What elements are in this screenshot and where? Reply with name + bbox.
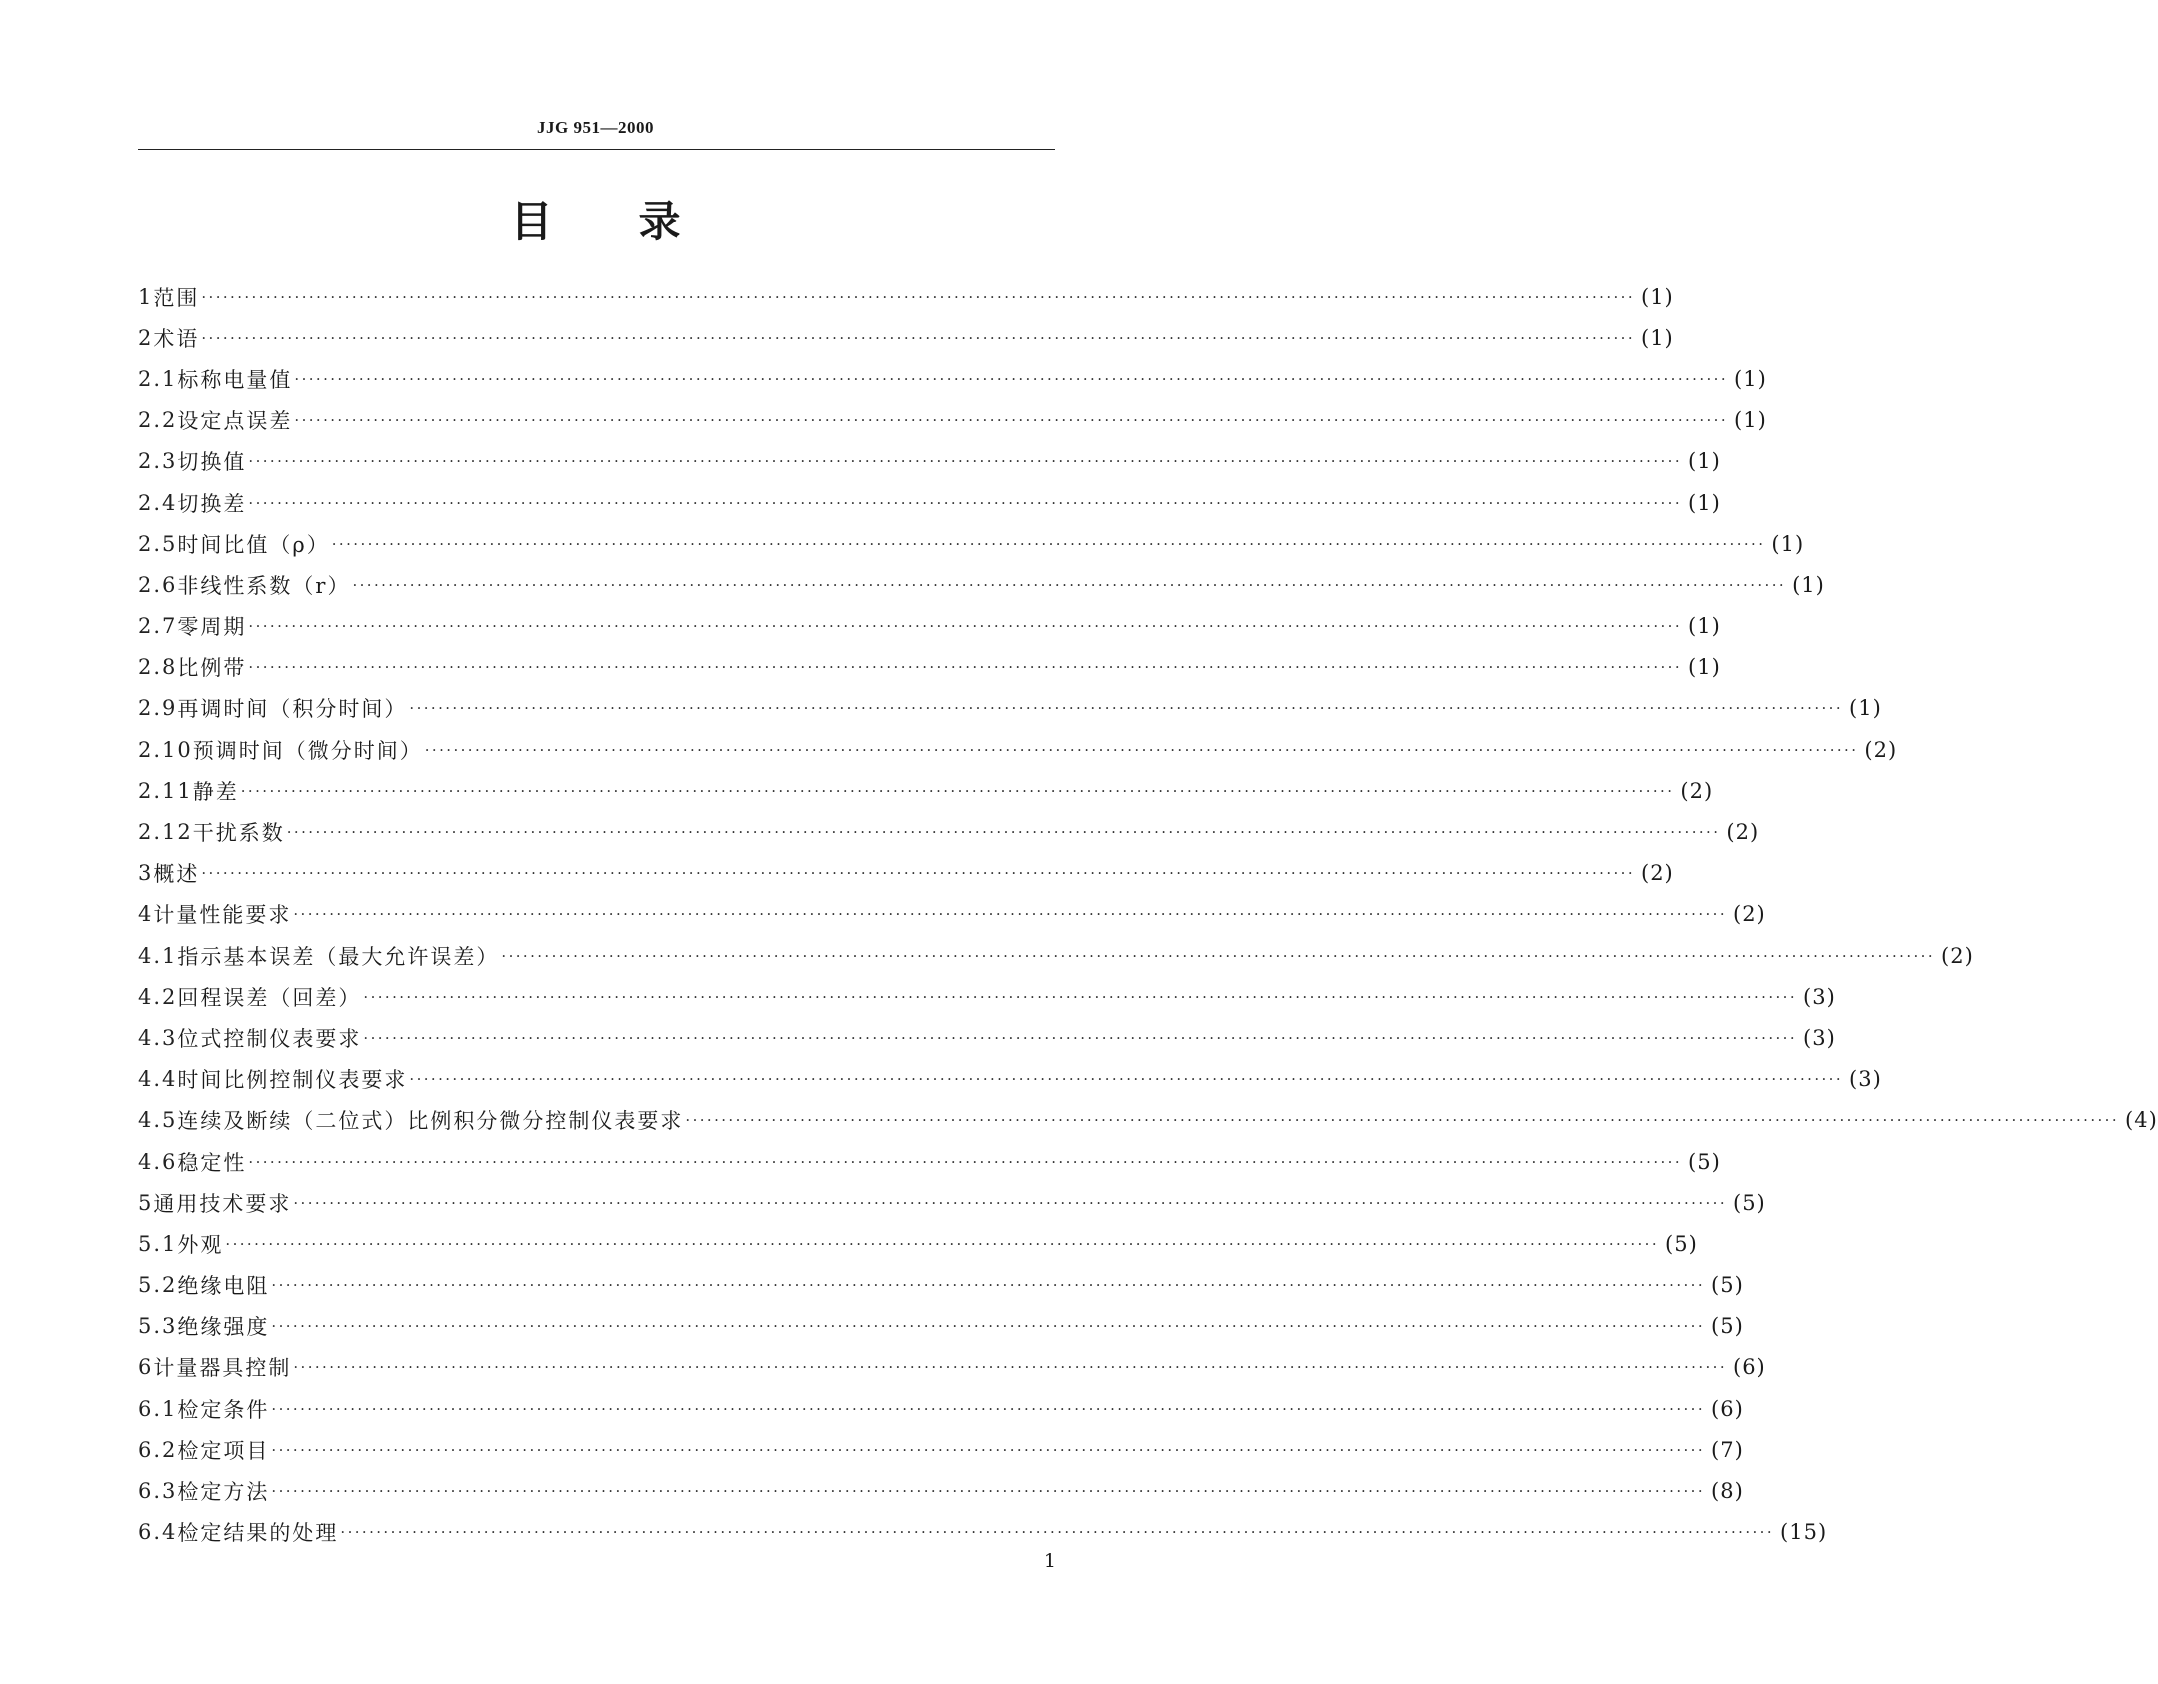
- toc-entry-page: (3): [1849, 1067, 1882, 1092]
- toc-dot-leader: ········································································································································································································: [294, 411, 1729, 430]
- toc-dot-leader: ········································································································································································································: [248, 493, 1683, 512]
- toc-dot-leader: ········································································································································································································: [271, 1440, 1706, 1459]
- toc-entry-number: 2: [138, 325, 154, 350]
- toc-entry-title: 概述: [153, 862, 200, 887]
- toc-entry-page: (5): [1733, 1190, 1766, 1215]
- toc-entry-page: (6): [1711, 1396, 1744, 1421]
- toc-entry-title: 术语: [153, 326, 200, 351]
- toc-entry[interactable]: [138, 729, 1898, 770]
- toc-entry[interactable]: [138, 811, 1760, 852]
- toc-dot-leader: ········································································································································································································: [271, 1399, 1706, 1418]
- toc-entry-page: (1): [1688, 614, 1721, 639]
- toc-entry-number: 2.9: [138, 696, 178, 721]
- toc-entry[interactable]: [138, 400, 1767, 441]
- toc-entry[interactable]: [138, 358, 1767, 399]
- header-divider: [138, 149, 1055, 150]
- toc-dot-leader: ········································································································································································································: [294, 369, 1729, 388]
- toc-entry-number: 2.10: [138, 737, 193, 762]
- toc-entry-page: (3): [1803, 1025, 1836, 1050]
- toc-entry[interactable]: [138, 606, 1721, 647]
- toc-entry[interactable]: [138, 1470, 1744, 1511]
- toc-dot-leader: ········································································································································································································: [271, 1276, 1706, 1295]
- toc-entry-title: 预调时间（微分时间）: [192, 738, 423, 763]
- page-title: 目录: [510, 197, 767, 246]
- toc-entry-title: 指示基本误差（最大允许误差）: [177, 944, 500, 969]
- toc-dot-leader: ········································································································································································································: [363, 987, 1798, 1006]
- toc-entry-title: 检定项目: [177, 1438, 270, 1463]
- toc-dot-leader: ········································································································································································································: [293, 1193, 1727, 1212]
- toc-entry-number: 2.8: [138, 655, 178, 680]
- toc-dot-leader: ········································································································································································································: [409, 1070, 1844, 1089]
- toc-dot-leader: ········································································································································································································: [340, 1523, 1775, 1542]
- toc-entry-page: (5): [1711, 1273, 1744, 1298]
- toc-entry-number: 4.5: [138, 1108, 178, 1133]
- toc-entry-title: 设定点误差: [177, 409, 293, 434]
- toc-entry-page: (1): [1688, 490, 1721, 515]
- toc-entry-page: (6): [1733, 1355, 1766, 1380]
- toc-entry-title: 切换差: [177, 491, 247, 516]
- toc-entry-page: (2): [1680, 778, 1714, 803]
- toc-entry-title: 零周期: [177, 615, 247, 640]
- toc-entry[interactable]: [138, 482, 1721, 523]
- toc-entry-title: 非线性系数（r）: [177, 573, 351, 598]
- toc-entry[interactable]: [138, 1347, 1766, 1388]
- toc-entry-number: 4: [138, 902, 154, 927]
- toc-entry[interactable]: [138, 1306, 1744, 1347]
- toc-entry[interactable]: [138, 1182, 1766, 1223]
- toc-entry-page: (1): [1688, 655, 1721, 680]
- toc-entry-page: (5): [1665, 1231, 1698, 1256]
- toc-dot-leader: ········································································································································································································: [248, 658, 1683, 677]
- toc-entry[interactable]: [138, 276, 1674, 317]
- table-of-contents: [138, 276, 2158, 1553]
- toc-dot-leader: ········································································································································································································: [286, 823, 1721, 842]
- toc-dot-leader: ········································································································································································································: [225, 1234, 1660, 1253]
- toc-entry[interactable]: [138, 523, 1805, 564]
- toc-entry-number: 5.2: [138, 1273, 178, 1298]
- toc-dot-leader: ········································································································································································································: [248, 452, 1683, 471]
- toc-entry-page: (4): [2125, 1108, 2158, 1133]
- toc-entry-page: (7): [1711, 1437, 1744, 1462]
- toc-entry-number: 6: [138, 1355, 154, 1380]
- toc-entry-title: 检定结果的处理: [177, 1521, 339, 1546]
- toc-entry-title: 绝缘电阻: [177, 1274, 270, 1299]
- toc-entry-number: 2.5: [138, 531, 178, 556]
- toc-entry-page: (1): [1792, 572, 1825, 597]
- toc-dot-leader: ········································································································································································································: [293, 1358, 1727, 1377]
- toc-entry-number: 2.11: [138, 778, 193, 803]
- toc-entry-title: 回程误差（回差）: [177, 985, 362, 1010]
- toc-entry-page: (3): [1803, 984, 1836, 1009]
- toc-entry-title: 外观: [177, 1232, 224, 1257]
- toc-entry-number: 2.12: [138, 820, 193, 845]
- toc-entry-number: 6.1: [138, 1396, 178, 1421]
- toc-entry-number: 6.2: [138, 1437, 178, 1462]
- toc-dot-leader: ········································································································································································································: [685, 1111, 2120, 1130]
- toc-entry-title: 绝缘强度: [177, 1315, 270, 1340]
- toc-entry-number: 6.4: [138, 1520, 178, 1545]
- toc-entry-title: 位式控制仪表要求: [177, 1026, 362, 1051]
- toc-entry-title: 干扰系数: [192, 821, 285, 846]
- toc-entry[interactable]: [138, 1141, 1721, 1182]
- toc-dot-leader: ········································································································································································································: [240, 781, 1675, 800]
- toc-entry-number: 2.1: [138, 366, 178, 391]
- toc-entry-page: (8): [1711, 1479, 1744, 1504]
- toc-entry[interactable]: [138, 1512, 1828, 1553]
- toc-entry-number: 4.1: [138, 943, 178, 968]
- toc-dot-leader: ········································································································································································································: [271, 1482, 1706, 1501]
- toc-entry-page: (1): [1688, 449, 1721, 474]
- toc-entry-page: (1): [1771, 531, 1805, 556]
- toc-entry-number: 5.3: [138, 1314, 178, 1339]
- toc-entry-number: 2.2: [138, 408, 178, 433]
- toc-entry[interactable]: [138, 1265, 1744, 1306]
- toc-dot-leader: ········································································································································································································: [201, 864, 1635, 883]
- toc-entry-page: (2): [1733, 902, 1766, 927]
- toc-entry[interactable]: [138, 647, 1721, 688]
- toc-entry-page: (2): [1941, 943, 1974, 968]
- toc-entry-title: 时间比值（ρ）: [177, 532, 330, 557]
- toc-dot-leader: ········································································································································································································: [293, 905, 1727, 924]
- toc-dot-leader: ········································································································································································································: [271, 1317, 1706, 1336]
- toc-entry-page: (1): [1734, 366, 1767, 391]
- toc-entry-page: (1): [1849, 696, 1882, 721]
- toc-entry-title: 范围: [153, 285, 200, 310]
- toc-entry-number: 2.3: [138, 449, 178, 474]
- toc-entry-title: 检定条件: [177, 1397, 270, 1422]
- toc-entry[interactable]: [138, 441, 1721, 482]
- toc-entry-number: 2.4: [138, 490, 178, 515]
- toc-entry-title: 连续及断续（二位式）比例积分微分控制仪表要求: [177, 1109, 684, 1134]
- toc-entry[interactable]: [138, 1223, 1698, 1264]
- toc-entry-page: (5): [1711, 1314, 1744, 1339]
- toc-entry-number: 4.6: [138, 1149, 178, 1174]
- toc-dot-leader: ········································································································································································································: [352, 575, 1787, 594]
- toc-entry[interactable]: [138, 688, 1882, 729]
- toc-entry[interactable]: [138, 564, 1825, 605]
- toc-entry-page: (1): [1641, 325, 1674, 350]
- toc-dot-leader: ········································································································································································································: [363, 1028, 1798, 1047]
- toc-entry[interactable]: [138, 1429, 1744, 1470]
- toc-dot-leader: ········································································································································································································: [201, 287, 1635, 306]
- toc-entry-number: 4.4: [138, 1067, 178, 1092]
- toc-dot-leader: ········································································································································································································: [424, 740, 1859, 759]
- toc-entry-title: 计量器具控制: [153, 1356, 292, 1381]
- toc-entry-number: 2.6: [138, 572, 178, 597]
- toc-entry[interactable]: [138, 894, 1766, 935]
- toc-entry[interactable]: [138, 1017, 1836, 1058]
- toc-entry[interactable]: [138, 770, 1714, 811]
- toc-entry-number: 5.1: [138, 1231, 178, 1256]
- toc-entry[interactable]: [138, 317, 1674, 358]
- toc-entry-title: 切换值: [177, 450, 247, 475]
- toc-dot-leader: ········································································································································································································: [331, 534, 1766, 553]
- toc-entry-page: (2): [1726, 820, 1760, 845]
- toc-entry-title: 标称电量值: [177, 367, 293, 392]
- toc-dot-leader: ········································································································································································································: [201, 328, 1635, 347]
- toc-entry-title: 稳定性: [177, 1150, 247, 1175]
- page-number: 1: [1043, 1550, 1056, 1572]
- toc-entry-title: 再调时间（积分时间）: [177, 697, 408, 722]
- toc-entry-page: (5): [1688, 1149, 1721, 1174]
- toc-dot-leader: ········································································································································································································: [409, 699, 1844, 718]
- toc-entry-page: (1): [1641, 284, 1674, 309]
- toc-entry-page: (2): [1641, 861, 1674, 886]
- toc-entry-number: 4.3: [138, 1025, 178, 1050]
- toc-entry-number: 3: [138, 861, 154, 886]
- toc-dot-leader: ········································································································································································································: [248, 1152, 1683, 1171]
- toc-entry-title: 比例带: [177, 656, 247, 681]
- document-code: JJG 951—2000: [537, 118, 654, 137]
- toc-entry-title: 时间比例控制仪表要求: [177, 1068, 408, 1093]
- toc-entry-page: (2): [1864, 737, 1898, 762]
- toc-entry-number: 4.2: [138, 984, 178, 1009]
- toc-entry[interactable]: [138, 1059, 1882, 1100]
- toc-entry-number: 6.3: [138, 1479, 178, 1504]
- toc-entry[interactable]: [138, 1100, 2158, 1141]
- toc-entry-page: (15): [1780, 1520, 1828, 1545]
- toc-entry[interactable]: [138, 976, 1836, 1017]
- toc-entry[interactable]: [138, 935, 1974, 976]
- toc-dot-leader: ········································································································································································································: [248, 617, 1683, 636]
- toc-entry-title: 静差: [192, 779, 239, 804]
- toc-entry-title: 计量性能要求: [153, 903, 292, 928]
- toc-entry[interactable]: [138, 1388, 1744, 1429]
- toc-entry-page: (1): [1734, 408, 1767, 433]
- toc-entry-number: 5: [138, 1190, 154, 1215]
- toc-entry-number: 2.7: [138, 614, 178, 639]
- toc-entry-number: 1: [138, 284, 154, 309]
- toc-dot-leader: ········································································································································································································: [501, 946, 1936, 965]
- toc-entry-title: 通用技术要求: [153, 1191, 292, 1216]
- toc-entry[interactable]: [138, 853, 1674, 894]
- toc-entry-title: 检定方法: [177, 1480, 270, 1505]
